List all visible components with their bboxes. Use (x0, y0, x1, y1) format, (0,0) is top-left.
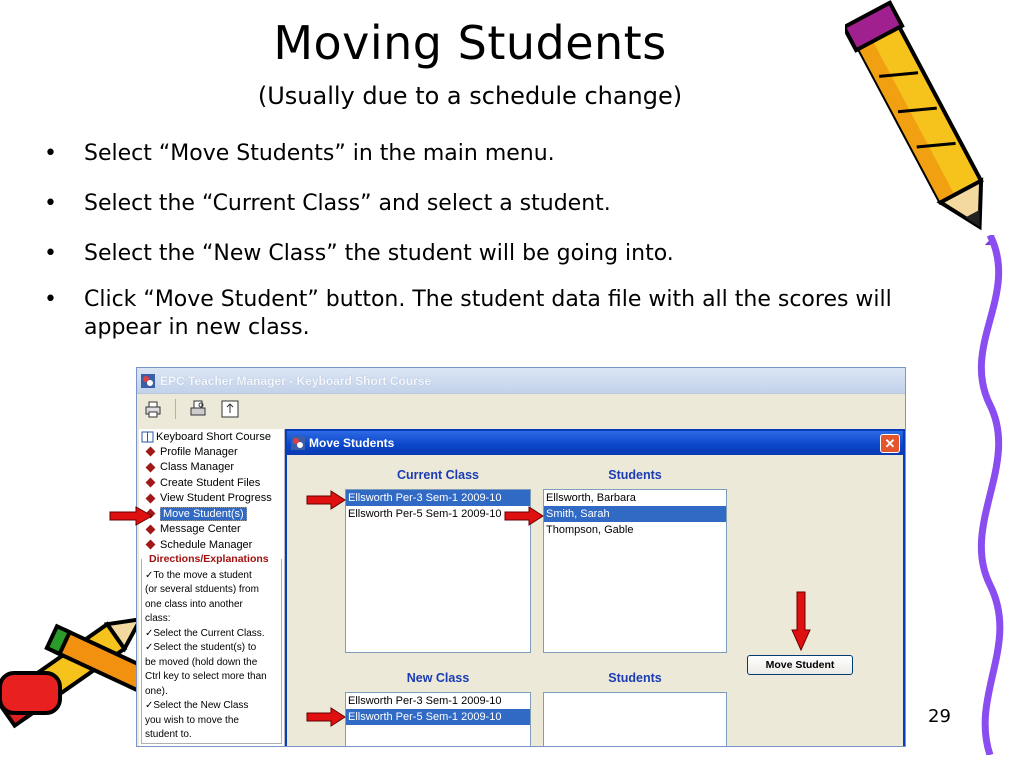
bullet-item: • Select “Move Students” in the main menu. (44, 140, 924, 168)
arrow-student-icon (503, 506, 545, 526)
diamond-bullet-icon (146, 540, 156, 550)
directions-line: be moved (hold down the (145, 656, 258, 668)
directions-line: Ctrl key to select more than (145, 671, 267, 682)
app-window (136, 367, 906, 747)
diamond-bullet-icon (146, 493, 156, 503)
dialog-title: Move Students (309, 436, 395, 450)
squiggle-line-icon (960, 235, 1020, 755)
bullet-item: • Select the “New Class” the student will be going into. (44, 240, 924, 268)
directions-line: ✓Select the New Class (145, 700, 249, 711)
book-icon (141, 431, 154, 443)
arrow-sidebar-icon (108, 506, 154, 526)
bullet-item: • Select the “Current Class” and select a student. (44, 190, 924, 218)
app-logo-icon (141, 374, 155, 388)
directions-panel (141, 552, 282, 744)
diamond-bullet-icon (146, 447, 156, 457)
sidebar-root-label: Keyboard Short Course (156, 430, 271, 443)
sidebar-item-profile-manager[interactable]: Profile Manager (139, 444, 284, 460)
sidebar-item-create-student-files[interactable]: Create Student Files (139, 475, 284, 491)
directions-title: Directions/Explanations (149, 552, 269, 565)
sidebar (139, 429, 285, 747)
list-item[interactable]: Ellsworth Per-3 Sem-1 2009-10 (346, 490, 530, 506)
export-icon[interactable] (220, 399, 240, 419)
sidebar-item-message-center[interactable]: Message Center (139, 522, 284, 538)
slide-title: Moving Students (273, 16, 667, 70)
directions-line: (or several stduents) from (145, 584, 259, 595)
print-preview-icon[interactable] (188, 399, 208, 419)
slide-subtitle: (Usually due to a schedule change) (257, 82, 683, 110)
move-students-dialog (285, 429, 905, 747)
directions-line: student to. (145, 729, 192, 740)
arrow-new-class-icon (305, 707, 347, 727)
new-class-list[interactable] (345, 692, 531, 747)
pencils-clipart-icon (0, 618, 140, 768)
directions-line: ✓To the move a student (145, 569, 252, 581)
page-number: 29 (928, 706, 951, 727)
diamond-bullet-icon (146, 462, 156, 472)
list-item[interactable]: Ellsworth Per-5 Sem-1 2009-10 (346, 709, 530, 725)
diamond-bullet-icon (146, 478, 156, 488)
list-item[interactable]: Smith, Sarah (544, 506, 726, 522)
students-list-bottom[interactable] (543, 692, 727, 747)
app-title: EPC Teacher Manager - Keyboard Short Course (160, 373, 432, 388)
directions-line: you wish to move the (145, 714, 239, 726)
bullet-list (44, 140, 924, 364)
sidebar-root[interactable] (139, 429, 284, 444)
sidebar-item-schedule-manager[interactable]: Schedule Manager (139, 537, 284, 553)
list-item[interactable]: Ellsworth, Barbara (546, 492, 636, 504)
toolbar-separator (175, 399, 176, 419)
sidebar-item-view-student-progress[interactable]: View Student Progress (139, 491, 284, 507)
sidebar-item-move-students[interactable]: Move Student(s) (139, 506, 284, 522)
bullet-item: • Click “Move Student” button. The student data file with all the scores will appear in new class. (44, 286, 924, 342)
dialog-logo-icon (291, 436, 305, 450)
close-icon[interactable]: ✕ (880, 434, 900, 453)
directions-line: ✓Select the Current Class. (145, 627, 265, 639)
toolbar (137, 394, 905, 424)
sidebar-item-class-manager[interactable]: Class Manager (139, 460, 284, 476)
students-header-bottom: Students (608, 671, 662, 685)
list-item[interactable]: Ellsworth Per-3 Sem-1 2009-10 (348, 695, 502, 707)
students-header-top: Students (608, 468, 662, 482)
arrow-current-class-icon (305, 490, 347, 510)
pencil-clipart-icon (845, 0, 1005, 245)
dialog-titlebar (287, 431, 903, 455)
app-titlebar (137, 368, 905, 394)
directions-line: ✓Select the student(s) to (145, 642, 257, 653)
list-item[interactable]: Thompson, Gable (546, 524, 634, 536)
current-class-header: Current Class (397, 468, 479, 482)
list-item[interactable]: Ellsworth Per-5 Sem-1 2009-10 (348, 508, 502, 520)
new-class-header: New Class (406, 671, 470, 685)
directions-line: class: (145, 613, 171, 624)
printer-icon[interactable] (143, 399, 163, 419)
students-list-top[interactable] (543, 489, 727, 653)
move-student-button[interactable]: Move Student (747, 655, 853, 675)
arrow-move-button-icon (790, 590, 812, 652)
directions-line: one class into another (145, 598, 243, 610)
directions-line: one). (145, 685, 168, 697)
